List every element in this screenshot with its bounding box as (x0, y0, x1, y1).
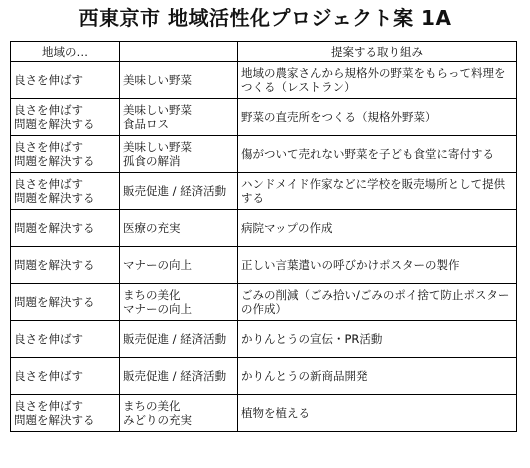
project-table (10, 41, 517, 432)
proposal-cell: 傷がついて売れない野菜を子ども食堂に寄付する (238, 136, 517, 173)
category-cell: 良さを伸ばす 問題を解決する (11, 99, 120, 136)
category-cell: 良さを伸ばす (11, 358, 120, 395)
table-row (11, 395, 517, 432)
theme-cell: 販売促進 / 経済活動 (120, 358, 238, 395)
theme-cell: 医療の充実 (120, 210, 238, 247)
theme-cell: 販売促進 / 経済活動 (120, 321, 238, 358)
header-proposal: 提案する取り組み (238, 42, 517, 62)
proposal-cell: ハンドメイド作家などに学校を販売場所として提供する (238, 173, 517, 210)
table-row (11, 210, 517, 247)
proposal-cell: かりんとうの宣伝・PR活動 (238, 321, 517, 358)
category-cell: 良さを伸ばす (11, 321, 120, 358)
table-row (11, 284, 517, 321)
table-row (11, 62, 517, 99)
table-header-row (11, 42, 517, 62)
theme-cell: 美味しい野菜 食品ロス (120, 99, 238, 136)
page-title: 西東京市 地域活性化プロジェクト案 1A (78, 6, 452, 30)
table-row (11, 247, 517, 284)
theme-cell: 美味しい野菜 孤食の解消 (120, 136, 238, 173)
category-cell: 問題を解決する (11, 210, 120, 247)
proposal-cell: 病院マップの作成 (238, 210, 517, 247)
category-cell: 良さを伸ばす 問題を解決する (11, 173, 120, 210)
proposal-cell: 野菜の直売所をつくる（規格外野菜） (238, 99, 517, 136)
table-row (11, 173, 517, 210)
header-theme (120, 42, 238, 62)
category-cell: 良さを伸ばす (11, 62, 120, 99)
proposal-cell: 正しい言葉遣いの呼びかけポスターの製作 (238, 247, 517, 284)
header-category: 地域の… (11, 42, 120, 62)
table-row (11, 136, 517, 173)
table-row (11, 358, 517, 395)
theme-cell: まちの美化 マナーの向上 (120, 284, 238, 321)
theme-cell: まちの美化 みどりの充実 (120, 395, 238, 432)
proposal-cell: かりんとうの新商品開発 (238, 358, 517, 395)
theme-cell: 販売促進 / 経済活動 (120, 173, 238, 210)
proposal-cell: ごみの削減（ごみ拾い/ごみのポイ捨て防止ポスターの作成） (238, 284, 517, 321)
category-cell: 問題を解決する (11, 247, 120, 284)
category-cell: 良さを伸ばす 問題を解決する (11, 136, 120, 173)
table-row (11, 321, 517, 358)
theme-cell: 美味しい野菜 (120, 62, 238, 99)
category-cell: 良さを伸ばす 問題を解決する (11, 395, 120, 432)
proposal-cell: 植物を植える (238, 395, 517, 432)
theme-cell: マナーの向上 (120, 247, 238, 284)
table-row (11, 99, 517, 136)
proposal-cell: 地域の農家さんから規格外の野菜をもらって料理をつくる（レストラン） (238, 62, 517, 99)
category-cell: 問題を解決する (11, 284, 120, 321)
